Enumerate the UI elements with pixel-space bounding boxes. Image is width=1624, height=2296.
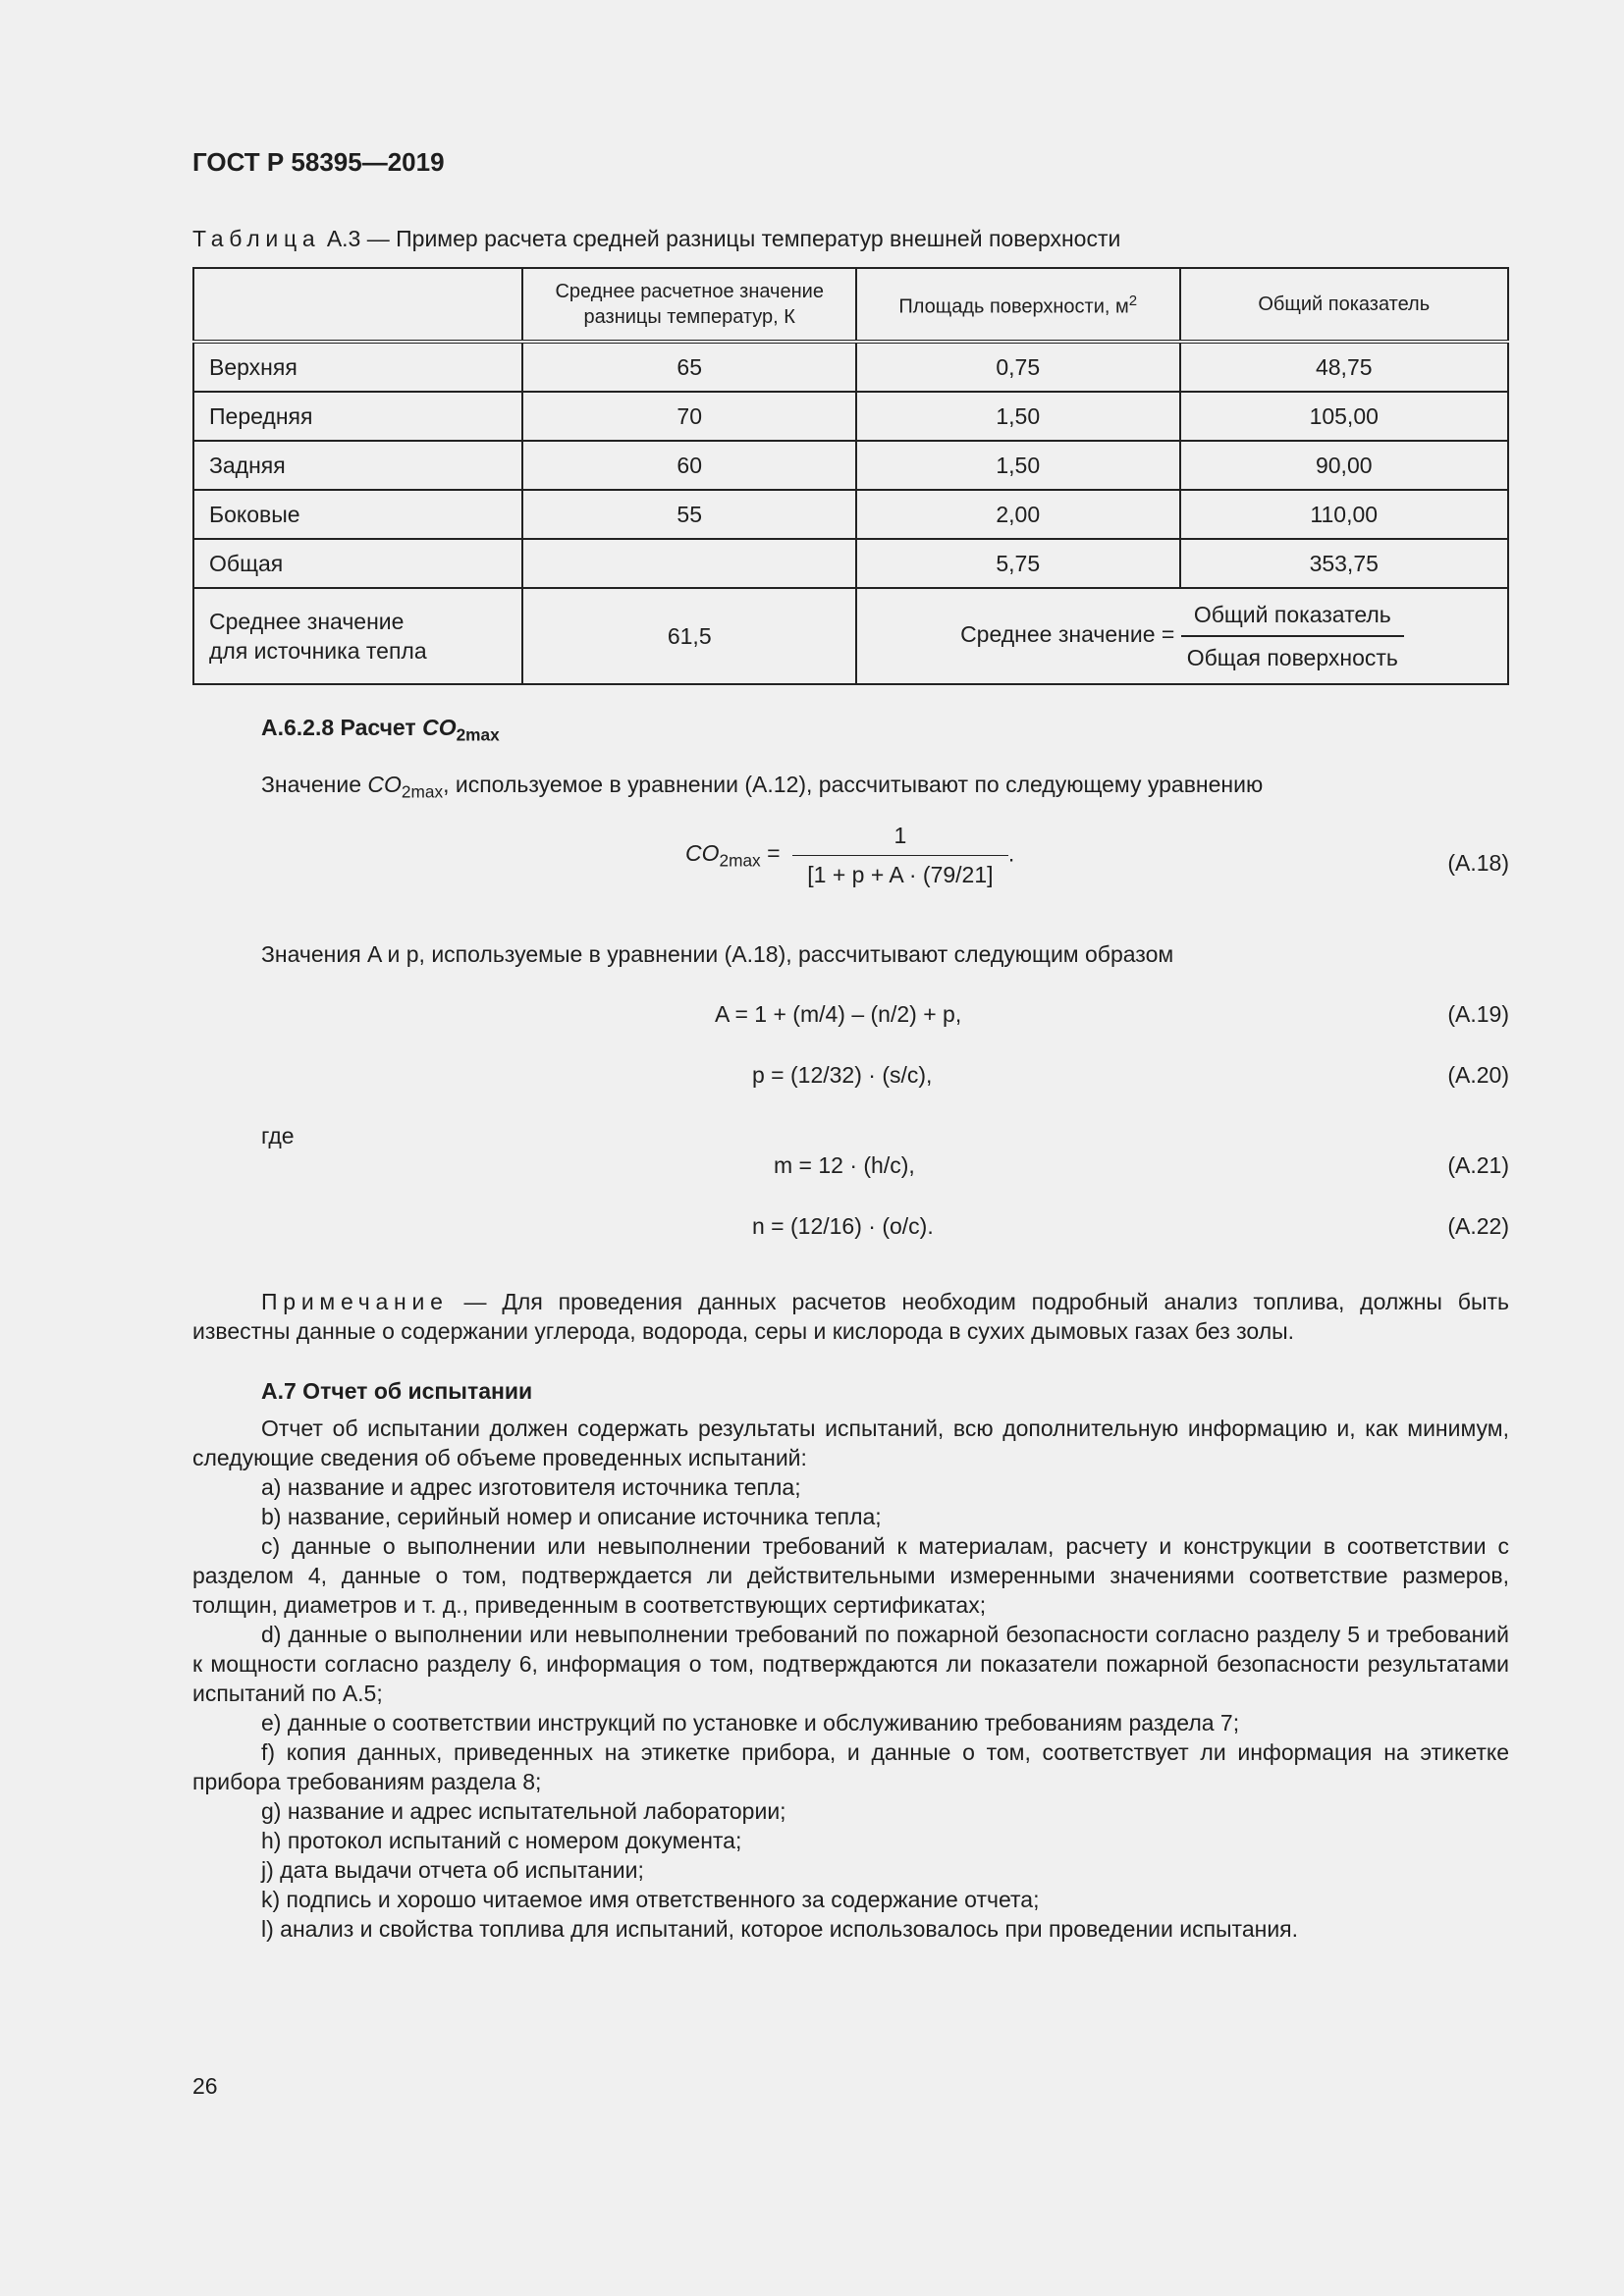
table-cell: 2,00 [856, 490, 1180, 539]
table-cell: Боковые [193, 490, 522, 539]
equation-a20-label: (А.20) [1447, 1062, 1509, 1088]
table-row [193, 490, 1508, 539]
table-cell [522, 539, 855, 588]
list-item: a) название и адрес изготовителя источника тепла; [261, 1474, 801, 1500]
table-cell: 5,75 [856, 539, 1180, 588]
list-item: b) название, серийный номер и описание источника тепла; [261, 1504, 882, 1529]
section-a7-body [192, 1414, 1509, 1944]
table-row [193, 392, 1508, 441]
equation-a21: m = 12 · (h/c), [774, 1152, 915, 1178]
table-cell: 353,75 [1180, 539, 1509, 588]
table-row [193, 342, 1508, 392]
page-number: 26 [192, 2073, 218, 2099]
equation-a21-label: (А.21) [1447, 1152, 1509, 1178]
table-row [193, 539, 1508, 588]
section-a628-title: А.6.2.8 Расчет $CO_{2max}$ [261, 715, 500, 745]
equation-a22: n = (12/16) · (o/c). [752, 1213, 934, 1239]
equation-a18: $CO_{2max}$ = $\frac{1}{[1 + p + A \cdot (79/21]}$ . [685, 823, 1015, 887]
equation-a19-label: (А.19) [1447, 1001, 1509, 1027]
table-cell: 61,5 [522, 588, 855, 684]
table-cell: 65 [522, 342, 855, 392]
table-header-cell: Площадь поверхности, $м^2$ [856, 268, 1180, 342]
table-cell: Верхняя [193, 342, 522, 392]
list-item: e) данные о соответствии инструкций по установке и обслуживанию требованиям раздела 7; [261, 1710, 1240, 1735]
table-caption-title: — Пример расчета средней разницы температур внешней поверхности [360, 226, 1121, 251]
table-cell: 0,75 [856, 342, 1180, 392]
table-header-cell: Среднее расчетное значение разницы температур, К [522, 268, 855, 342]
table-caption-number: А.3 [326, 226, 361, 251]
average-formula: Среднее значение = $\frac{\text{Общий показатель}}{\text{Общая поверхность}}$ [856, 588, 1508, 684]
list-item: l) анализ и свойства топлива для испытаний, которое использовалось при проведении испытания. [261, 1916, 1299, 1942]
table-cell: Передняя [193, 392, 522, 441]
table-cell: 110,00 [1180, 490, 1509, 539]
paragraph-co2max: Значение $CO_{2max}$, используемое в уравнении (А.12), рассчитывают по следующему уравнению [261, 772, 1264, 802]
table-header-cell [193, 268, 522, 342]
equation-a19: A = 1 + (m/4) – (n/2) + p, [715, 1001, 962, 1027]
table-cell: Общая [193, 539, 522, 588]
table-cell: 90,00 [1180, 441, 1509, 490]
equation-a22-label: (А.22) [1447, 1213, 1509, 1239]
table-cell: 1,50 [856, 441, 1180, 490]
equation-a20: p = (12/32) · (s/c), [752, 1062, 933, 1088]
list-item: f) копия данных, приведенных на этикетке прибора, и данные о том, соответствует ли информация на этикетке прибора требованиям раздела 8; [192, 1739, 1509, 1794]
table-row [193, 441, 1508, 490]
table-cell: Задняя [193, 441, 522, 490]
table-cell: 55 [522, 490, 855, 539]
table-row-average [193, 588, 1508, 684]
table-header-cell: Общий показатель [1180, 268, 1509, 342]
equation-a18-label: (А.18) [1447, 850, 1509, 876]
table-cell: 60 [522, 441, 855, 490]
table-caption [192, 226, 1120, 252]
list-item: j) дата выдачи отчета об испытании; [261, 1857, 644, 1883]
formula-fraction: $\frac{\text{Общий показатель}}{\text{Общая поверхность}}$ [1181, 600, 1404, 672]
table-cell: 70 [522, 392, 855, 441]
where-label: где [261, 1123, 295, 1148]
a7-intro: Отчет об испытании должен содержать результаты испытаний, всю дополнительную информацию и, как минимум, следующие сведения об объеме проведенных испытаний: [192, 1415, 1509, 1470]
list-item: k) подпись и хорошо читаемое имя ответственного за содержание отчета; [261, 1887, 1040, 1912]
table-cell: 48,75 [1180, 342, 1509, 392]
table-caption-prefix: Таблица [192, 226, 321, 251]
list-item: c) данные о выполнении или невыполнении требований к материалам, расчету и конструкции в соответствии с разделом 4, данные о том, подтверждается ли действительными измеренными значениями соответствие размеров, толщин, диаметров и т. д., приведенным в соответствующих сертификатах; [192, 1533, 1509, 1618]
temperature-table [192, 267, 1509, 685]
document-header: ГОСТ Р 58395—2019 [192, 147, 445, 177]
list-item: g) название и адрес испытательной лаборатории; [261, 1798, 786, 1824]
table-cell: 105,00 [1180, 392, 1509, 441]
table-header-row [193, 268, 1508, 342]
list-item: d) данные о выполнении или невыполнении требований по пожарной безопасности согласно разделу 5 и требований к мощности согласно разделу 6, информация о том, подтверждаются ли показатели пожарной безопасности результатами испытаний по А.5; [192, 1622, 1509, 1706]
list-item: h) протокол испытаний с номером документа; [261, 1828, 742, 1853]
table-cell: Среднее значение для источника тепла [193, 588, 522, 684]
note: Примечание — Для проведения данных расчетов необходим подробный анализ топлива, должны быть известны данные о содержании углерода, водорода, серы и кислорода в сухих дымовых газах без золы. [192, 1289, 1509, 1344]
section-a7-title: А.7 Отчет об испытании [261, 1378, 533, 1404]
table-cell: 1,50 [856, 392, 1180, 441]
paragraph-a-p: Значения A и p, используемые в уравнении (А.18), рассчитывают следующим образом [261, 941, 1174, 967]
